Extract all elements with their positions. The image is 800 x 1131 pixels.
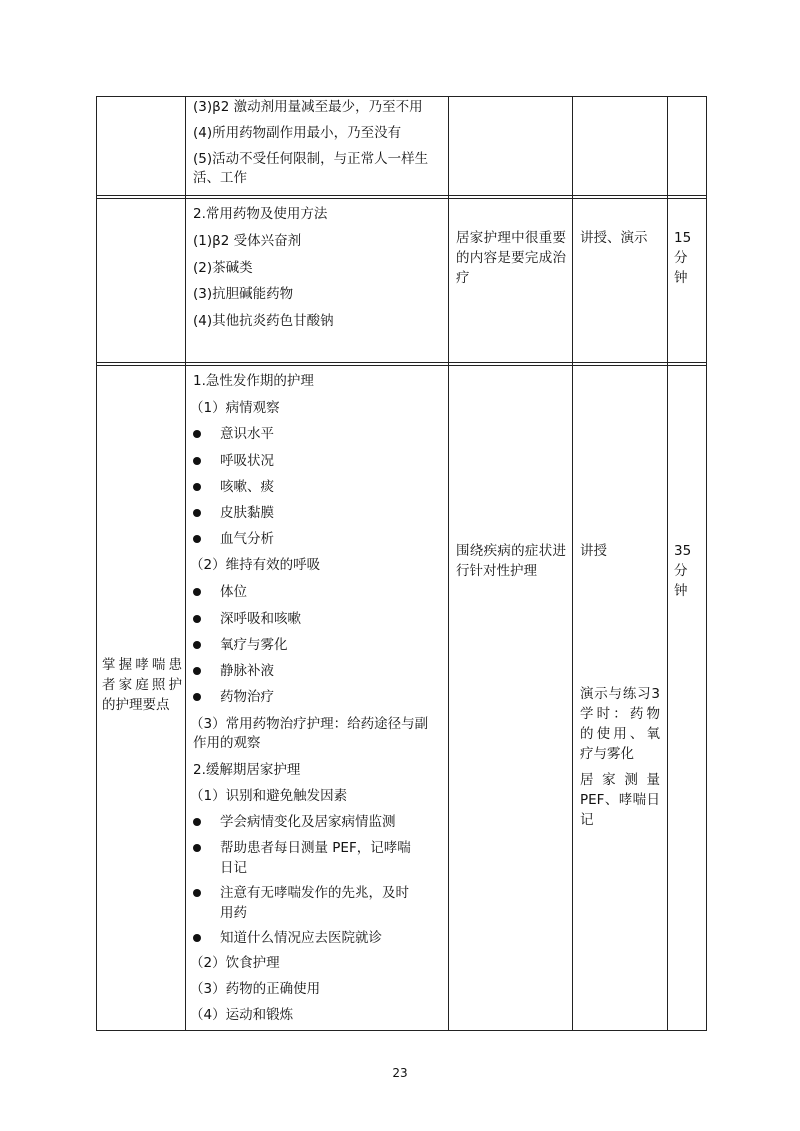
subsection-title: （1）病情观察 — [190, 400, 280, 416]
content-line: (5)活动不受任何限制，与正常人一样生 — [193, 151, 429, 167]
teaching-method: 讲授 — [580, 543, 607, 559]
section-title: 1.急性发作期的护理 — [193, 373, 314, 389]
page-number: 23 — [392, 1066, 408, 1080]
col-divider — [448, 96, 449, 1031]
bullet-icon — [193, 535, 201, 543]
subsection-title: （3）药物的正确使用 — [190, 981, 321, 997]
bullet-icon — [193, 889, 201, 897]
bullet-icon — [193, 641, 201, 649]
teaching-note: 围绕疾病的症状进行针对性护理 — [456, 543, 566, 579]
subsection-title: （2）饮食护理 — [190, 955, 280, 971]
bullet-icon — [193, 615, 201, 623]
subsection-title: （1）识别和避免触发因素 — [190, 788, 348, 804]
table-border-bottom — [96, 1030, 707, 1031]
table-border-right — [706, 96, 707, 1031]
bullet-icon — [193, 844, 201, 852]
row-divider — [96, 362, 707, 363]
content-line: （3）常用药物治疗护理：给药途径与副 — [190, 716, 429, 732]
col-divider — [572, 96, 573, 1031]
content-line: 2.常用药物及使用方法 — [193, 206, 328, 222]
section-title: 2.缓解期居家护理 — [193, 762, 301, 778]
content-line: (1)β2 受体兴奋剂 — [193, 233, 302, 249]
content-line: (3)抗胆碱能药物 — [193, 286, 294, 302]
time-allocation: 15分钟 — [674, 230, 692, 286]
subsection-title: （4）运动和锻炼 — [190, 1007, 294, 1023]
content-line: (4)其他抗炎药色甘酸钠 — [193, 313, 334, 329]
content-line: 作用的观察 — [193, 735, 261, 751]
row-divider — [96, 195, 707, 196]
teaching-method: 讲授、演示 — [580, 230, 648, 246]
teaching-note: 居家护理中很重要的内容是要完成治疗 — [456, 230, 566, 286]
bullet-icon — [193, 430, 201, 438]
bullet-icon — [193, 667, 201, 675]
col-divider — [667, 96, 668, 1031]
row-divider — [96, 365, 707, 366]
learning-objective: 掌握哮喘患者家庭照护的护理要点 — [102, 657, 182, 713]
bullet-icon — [193, 457, 201, 465]
content-line: 活、工作 — [193, 170, 247, 186]
bullet-icon — [193, 934, 201, 942]
teaching-method: 居家测量PEF、哮喘日记 — [580, 772, 660, 828]
content-line: (4)所用药物副作用最小，乃至没有 — [193, 125, 402, 141]
subsection-title: （2）维持有效的呼吸 — [190, 557, 321, 573]
bullet-icon — [193, 818, 201, 826]
time-allocation: 35分钟 — [674, 543, 692, 599]
bullet-icon — [193, 588, 201, 596]
row-divider — [96, 198, 707, 199]
bullet-icon — [193, 693, 201, 701]
content-line: (3)β2 激动剂用量减至最少，乃至不用 — [193, 99, 423, 115]
lesson-plan-table: (3)β2 激动剂用量减至最少，乃至不用 (4)所用药物副作用最小，乃至没有 (5)活动不受任何限制，与正常人一样生 活、工作 2.常用药物及使用方法 (1)β2 受体兴奋剂 (2)茶碱类 (3)抗胆碱能药物 (4)其他抗炎药色甘酸钠 居家护理中很重要的内容是要完成治疗 讲授、演示 15分钟 掌握哮喘患者家庭照护的护理要点 1.急性发作期的护理 （1）病情观察 意识水平 呼吸状况 咳嗽、痰 皮肤黏膜 血气分析 （2）维持有效的呼吸 体位 深呼吸和咳嗽 氧疗与雾化 静脉补液 药物治疗 （3）常用药物治疗护理：给药途径与副 作用的观察 2.缓解期居家护理 （1）识别和避免触发因素 学会病情变化及居家病情监测 帮助患者每日测量 PEF，记哮喘日记 注意有无哮喘发作的先兆，及时用药 知道什么情况应去医院就诊 （2）饮食护理 （3）药物的正确使用 （4）运动和锻炼 围绕疾病的症状进行针对性护理 讲授 演示与练习3 学时：药物的使用、氧疗与雾化 居家测量PEF、哮喘日记 35分钟 — [0, 0, 800, 1131]
bullet-icon — [193, 483, 201, 491]
bullet-icon — [193, 509, 201, 517]
content-line: (2)茶碱类 — [193, 260, 253, 276]
teaching-method: 演示与练习3 学时：药物的使用、氧疗与雾化 — [580, 686, 660, 762]
col-divider — [185, 96, 186, 1031]
table-border-left — [96, 96, 97, 1031]
